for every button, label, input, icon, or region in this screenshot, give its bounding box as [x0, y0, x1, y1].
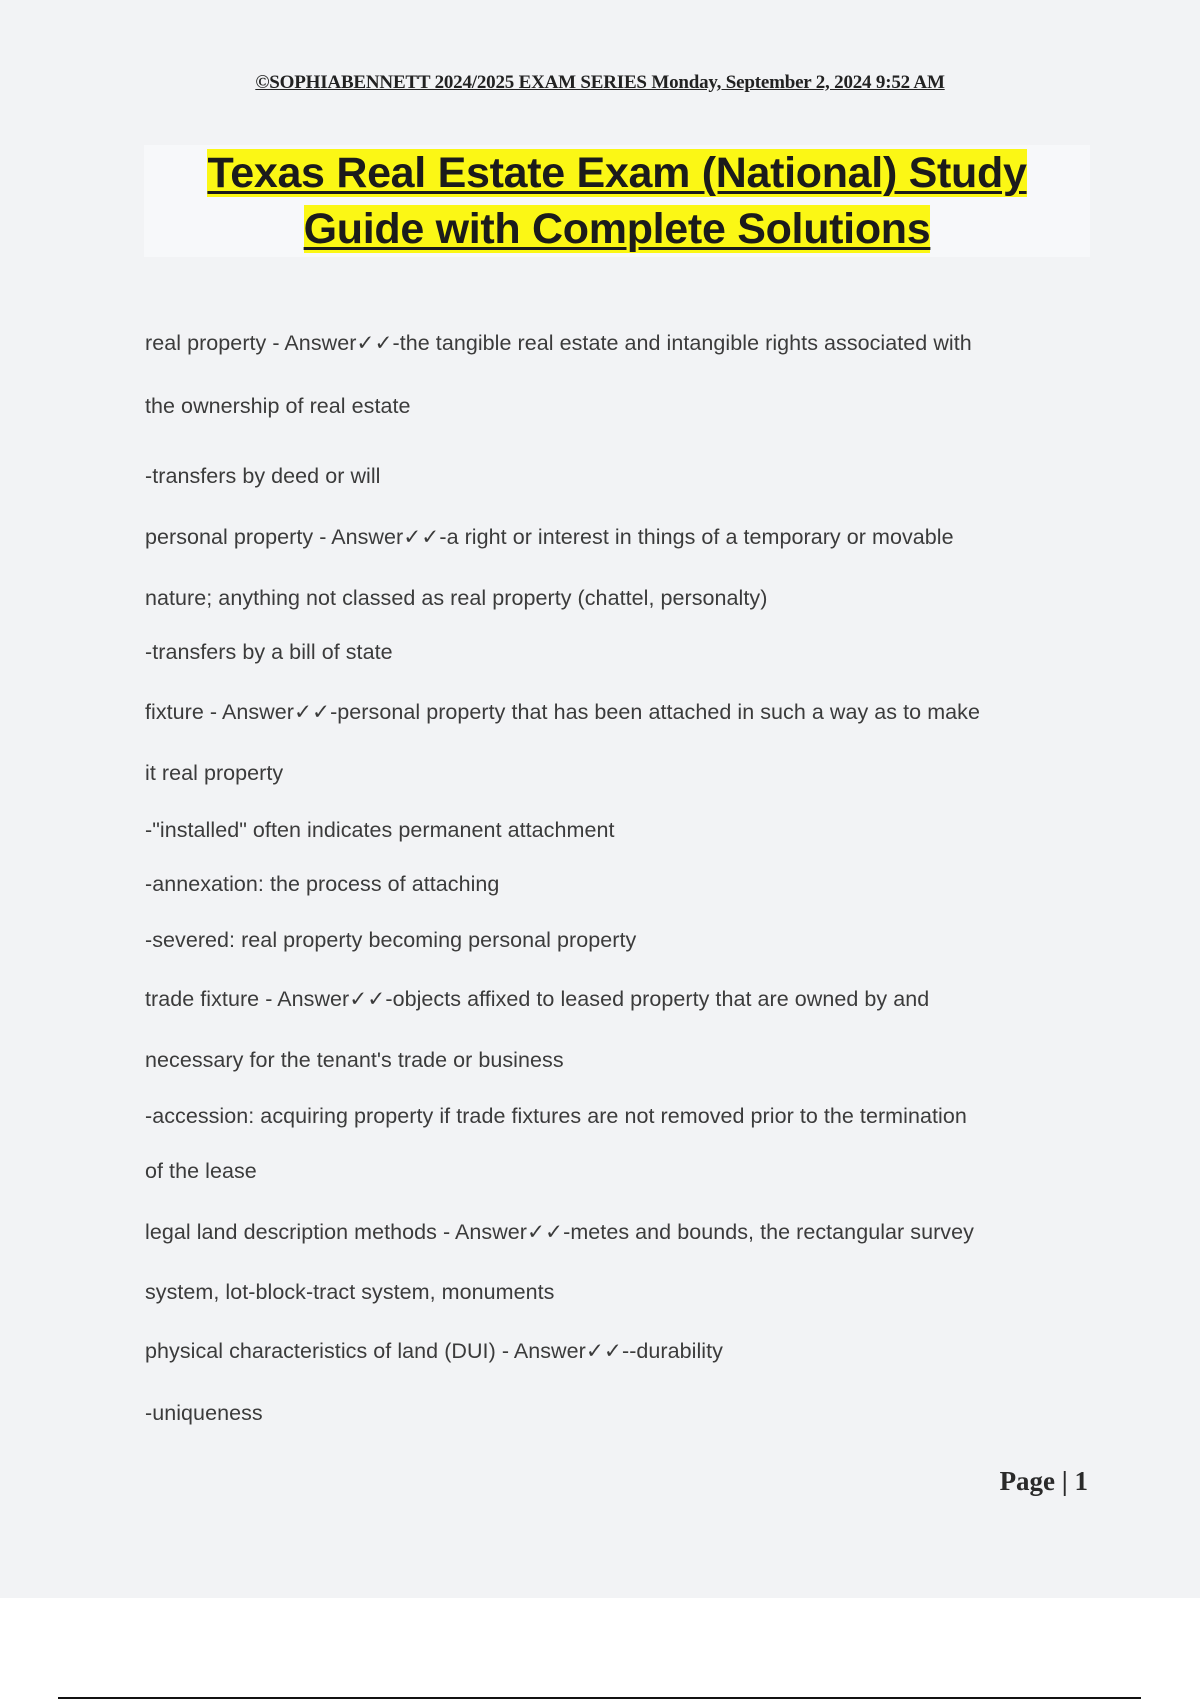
content-line: -transfers by a bill of state: [145, 640, 393, 664]
content-line: -accession: acquiring property if trade fixtures are not removed prior to the termination: [145, 1104, 967, 1128]
content-line: the ownership of real estate: [145, 394, 411, 418]
content-line: -uniqueness: [145, 1401, 263, 1425]
content-line: fixture - Answer✓✓-personal property that has been attached in such a way as to make: [145, 700, 980, 724]
content-line: system, lot-block-tract system, monuments: [145, 1280, 555, 1304]
content-line: -transfers by deed or will: [145, 464, 381, 488]
content-line: trade fixture - Answer✓✓-objects affixed to leased property that are owned by and: [145, 987, 930, 1011]
next-page-divider: [58, 1697, 1141, 1699]
content-line: -"installed" often indicates permanent attachment: [145, 818, 615, 842]
content-line: nature; anything not classed as real property (chattel, personalty): [145, 586, 768, 610]
title-line-1: Texas Real Estate Exam (National) Study: [207, 149, 1027, 197]
content-line: real property - Answer✓✓-the tangible real estate and intangible rights associated with: [145, 331, 972, 355]
content-line: -annexation: the process of attaching: [145, 872, 500, 896]
title-line-2: Guide with Complete Solutions: [303, 205, 931, 253]
content-line: physical characteristics of land (DUI) - Answer✓✓--durability: [145, 1339, 723, 1363]
content-line: of the lease: [145, 1159, 257, 1183]
content-line: -severed: real property becoming personal property: [145, 928, 637, 952]
content-line: personal property - Answer✓✓-a right or interest in things of a temporary or movable: [145, 525, 954, 549]
exam-series-header: ©SOPHIABENNETT 2024/2025 EXAM SERIES Monday, September 2, 2024 9:52 AM: [255, 72, 945, 93]
page-number: Page | 1: [999, 1466, 1088, 1496]
content-line: legal land description methods - Answer✓✓-metes and bounds, the rectangular survey: [145, 1220, 974, 1244]
content-line: necessary for the tenant's trade or business: [145, 1048, 564, 1072]
document-title: [144, 145, 1090, 257]
content-line: it real property: [145, 761, 284, 785]
